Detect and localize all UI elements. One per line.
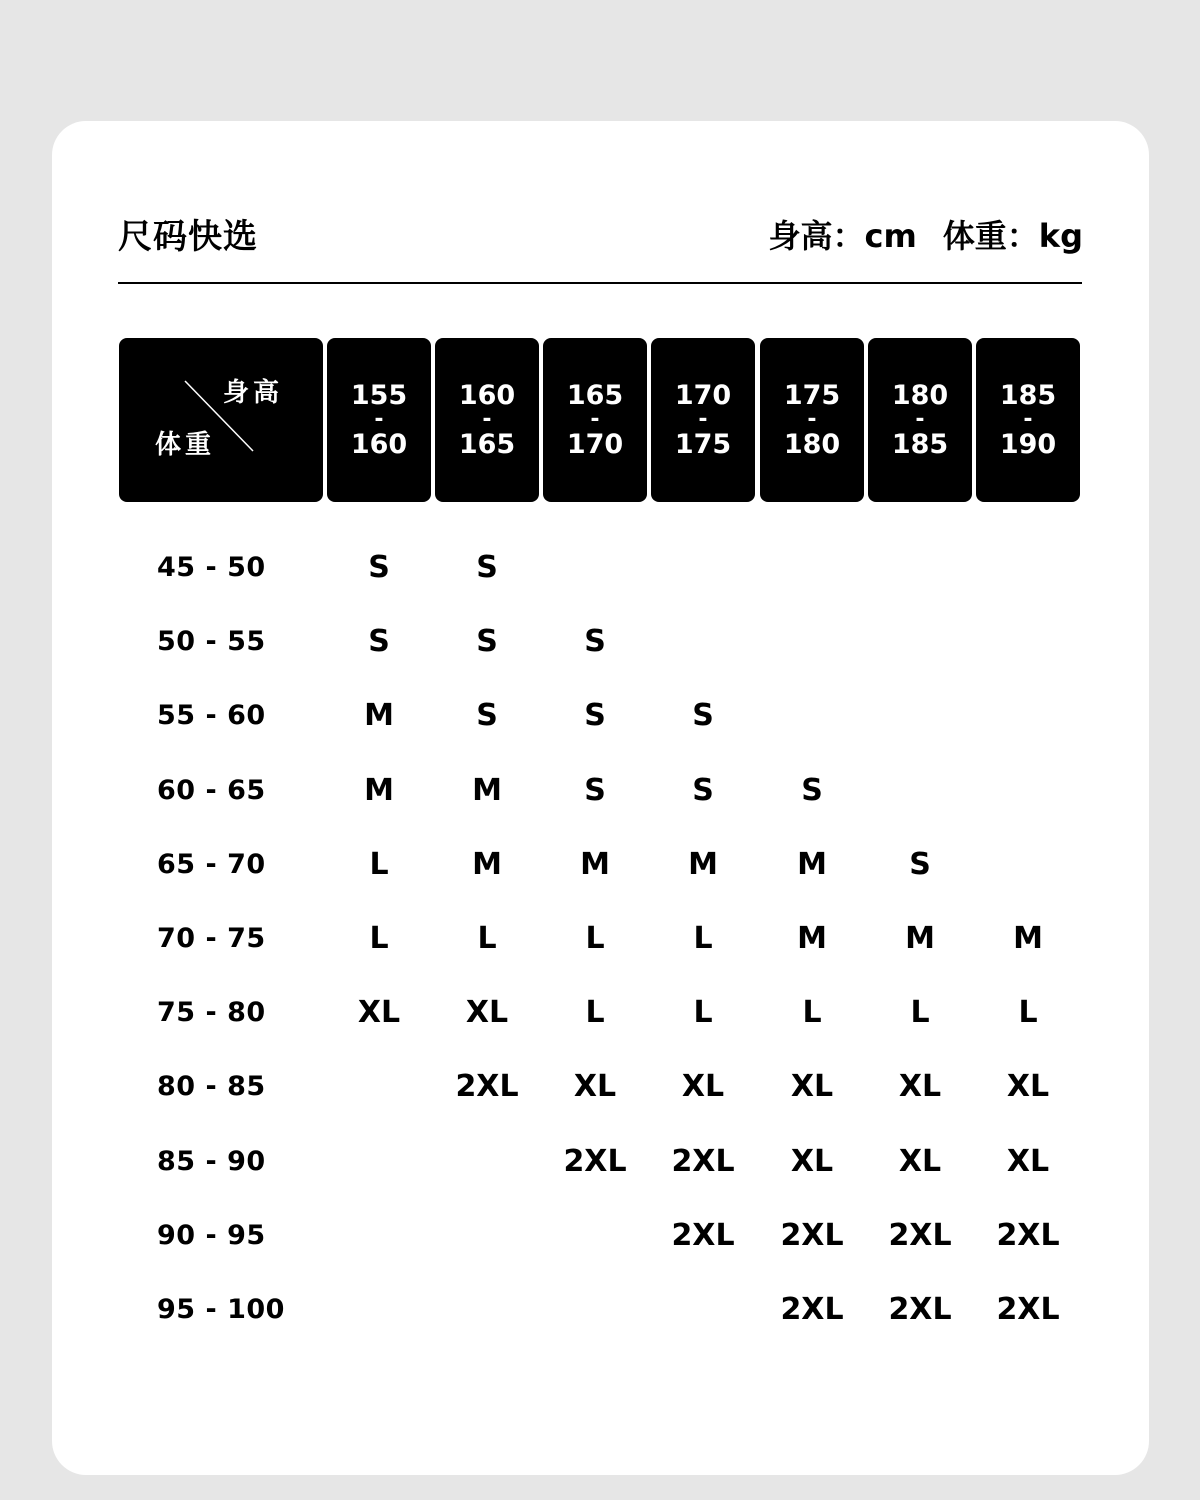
size-cell: XL xyxy=(681,1069,725,1104)
size-cell: 2XL xyxy=(780,1218,844,1253)
size-cell: M xyxy=(797,847,827,882)
weight-range-label: 55 - 60 xyxy=(157,700,266,731)
weight-range-label: 80 - 85 xyxy=(157,1071,266,1102)
size-cell: 2XL xyxy=(455,1069,519,1104)
size-cell: 2XL xyxy=(888,1218,952,1253)
size-cell: 2XL xyxy=(888,1292,952,1327)
height-range-to: 160 xyxy=(350,429,408,460)
height-range-to: 175 xyxy=(674,429,732,460)
size-cell: M xyxy=(688,847,718,882)
size-cell: S xyxy=(909,847,931,882)
size-cell: L xyxy=(910,995,930,1030)
weight-range-label: 95 - 100 xyxy=(157,1294,285,1325)
height-range-sep: - xyxy=(1023,407,1033,432)
size-cell: 2XL xyxy=(780,1292,844,1327)
height-range-from: 170 xyxy=(674,380,732,411)
size-cell: 2XL xyxy=(671,1144,735,1179)
size-cell: S xyxy=(801,773,823,808)
unit-legend xyxy=(768,211,1083,257)
size-cell: XL xyxy=(1006,1144,1050,1179)
height-range-sep: - xyxy=(482,407,492,432)
size-cell: S xyxy=(368,624,390,659)
height-column-header xyxy=(543,338,647,502)
size-cell: S xyxy=(692,773,714,808)
size-cell: XL xyxy=(790,1144,834,1179)
size-cell: M xyxy=(1013,921,1043,956)
size-cell: L xyxy=(693,995,713,1030)
size-cell: XL xyxy=(898,1144,942,1179)
size-cell: XL xyxy=(898,1069,942,1104)
height-range-to: 185 xyxy=(891,429,949,460)
size-cell: L xyxy=(369,921,389,956)
size-cell: S xyxy=(476,698,498,733)
weight-range-label: 65 - 70 xyxy=(157,849,266,880)
size-cell: S xyxy=(692,698,714,733)
size-cell: XL xyxy=(1006,1069,1050,1104)
size-cell: 2XL xyxy=(996,1218,1060,1253)
weight-range-label: 90 - 95 xyxy=(157,1220,266,1251)
size-cell: M xyxy=(797,921,827,956)
height-column-header xyxy=(760,338,864,502)
size-cell: L xyxy=(802,995,822,1030)
size-cell: XL xyxy=(465,995,509,1030)
size-cell: L xyxy=(585,995,605,1030)
height-range-to: 165 xyxy=(458,429,516,460)
height-range-from: 165 xyxy=(566,380,624,411)
size-chart-card xyxy=(52,121,1149,1475)
table-corner-header xyxy=(119,338,323,502)
size-cell: L xyxy=(477,921,497,956)
size-cell: S xyxy=(476,624,498,659)
corner-height-label: 身高 xyxy=(223,378,284,408)
size-cell: S xyxy=(368,550,390,585)
size-cell: XL xyxy=(790,1069,834,1104)
height-range-sep: - xyxy=(915,407,925,432)
size-cell: M xyxy=(364,773,394,808)
size-cell: L xyxy=(585,921,605,956)
height-column-header xyxy=(327,338,431,502)
size-cell: L xyxy=(1018,995,1038,1030)
size-cell: S xyxy=(584,624,606,659)
height-range-to: 190 xyxy=(999,429,1057,460)
height-unit-label: 身高：cm xyxy=(768,217,917,255)
size-cell: S xyxy=(584,698,606,733)
weight-range-label: 45 - 50 xyxy=(157,552,266,583)
weight-unit-label: 体重：kg xyxy=(942,217,1083,255)
height-column-header xyxy=(976,338,1080,502)
weight-range-label: 75 - 80 xyxy=(157,997,266,1028)
height-column-header xyxy=(651,338,755,502)
size-cell: XL xyxy=(573,1069,617,1104)
size-cell: M xyxy=(364,698,394,733)
height-range-from: 160 xyxy=(458,380,516,411)
height-range-from: 155 xyxy=(350,380,408,411)
height-range-from: 185 xyxy=(999,380,1057,411)
height-range-sep: - xyxy=(807,407,817,432)
height-range-from: 175 xyxy=(783,380,841,411)
size-cell: M xyxy=(472,847,502,882)
title-divider xyxy=(118,282,1082,284)
height-range-from: 180 xyxy=(891,380,949,411)
corner-weight-label: 体重 xyxy=(155,430,216,460)
weight-range-label: 50 - 55 xyxy=(157,626,266,657)
size-cell: M xyxy=(472,773,502,808)
diagonal-divider xyxy=(119,338,323,502)
height-range-sep: - xyxy=(590,407,600,432)
size-cell: M xyxy=(905,921,935,956)
size-cell: 2XL xyxy=(996,1292,1060,1327)
height-range-sep: - xyxy=(698,407,708,432)
height-column-header xyxy=(868,338,972,502)
page-title: 尺码快选 xyxy=(118,217,258,257)
size-cell: L xyxy=(693,921,713,956)
size-cell: S xyxy=(584,773,606,808)
size-cell: 2XL xyxy=(563,1144,627,1179)
size-cell: XL xyxy=(357,995,401,1030)
weight-range-label: 85 - 90 xyxy=(157,1146,266,1177)
height-column-header xyxy=(435,338,539,502)
weight-range-label: 60 - 65 xyxy=(157,775,266,806)
height-range-sep: - xyxy=(374,407,384,432)
size-cell: L xyxy=(369,847,389,882)
size-cell: 2XL xyxy=(671,1218,735,1253)
height-range-to: 170 xyxy=(566,429,624,460)
size-cell: S xyxy=(476,550,498,585)
height-range-to: 180 xyxy=(783,429,841,460)
size-cell: M xyxy=(580,847,610,882)
weight-range-label: 70 - 75 xyxy=(157,923,266,954)
